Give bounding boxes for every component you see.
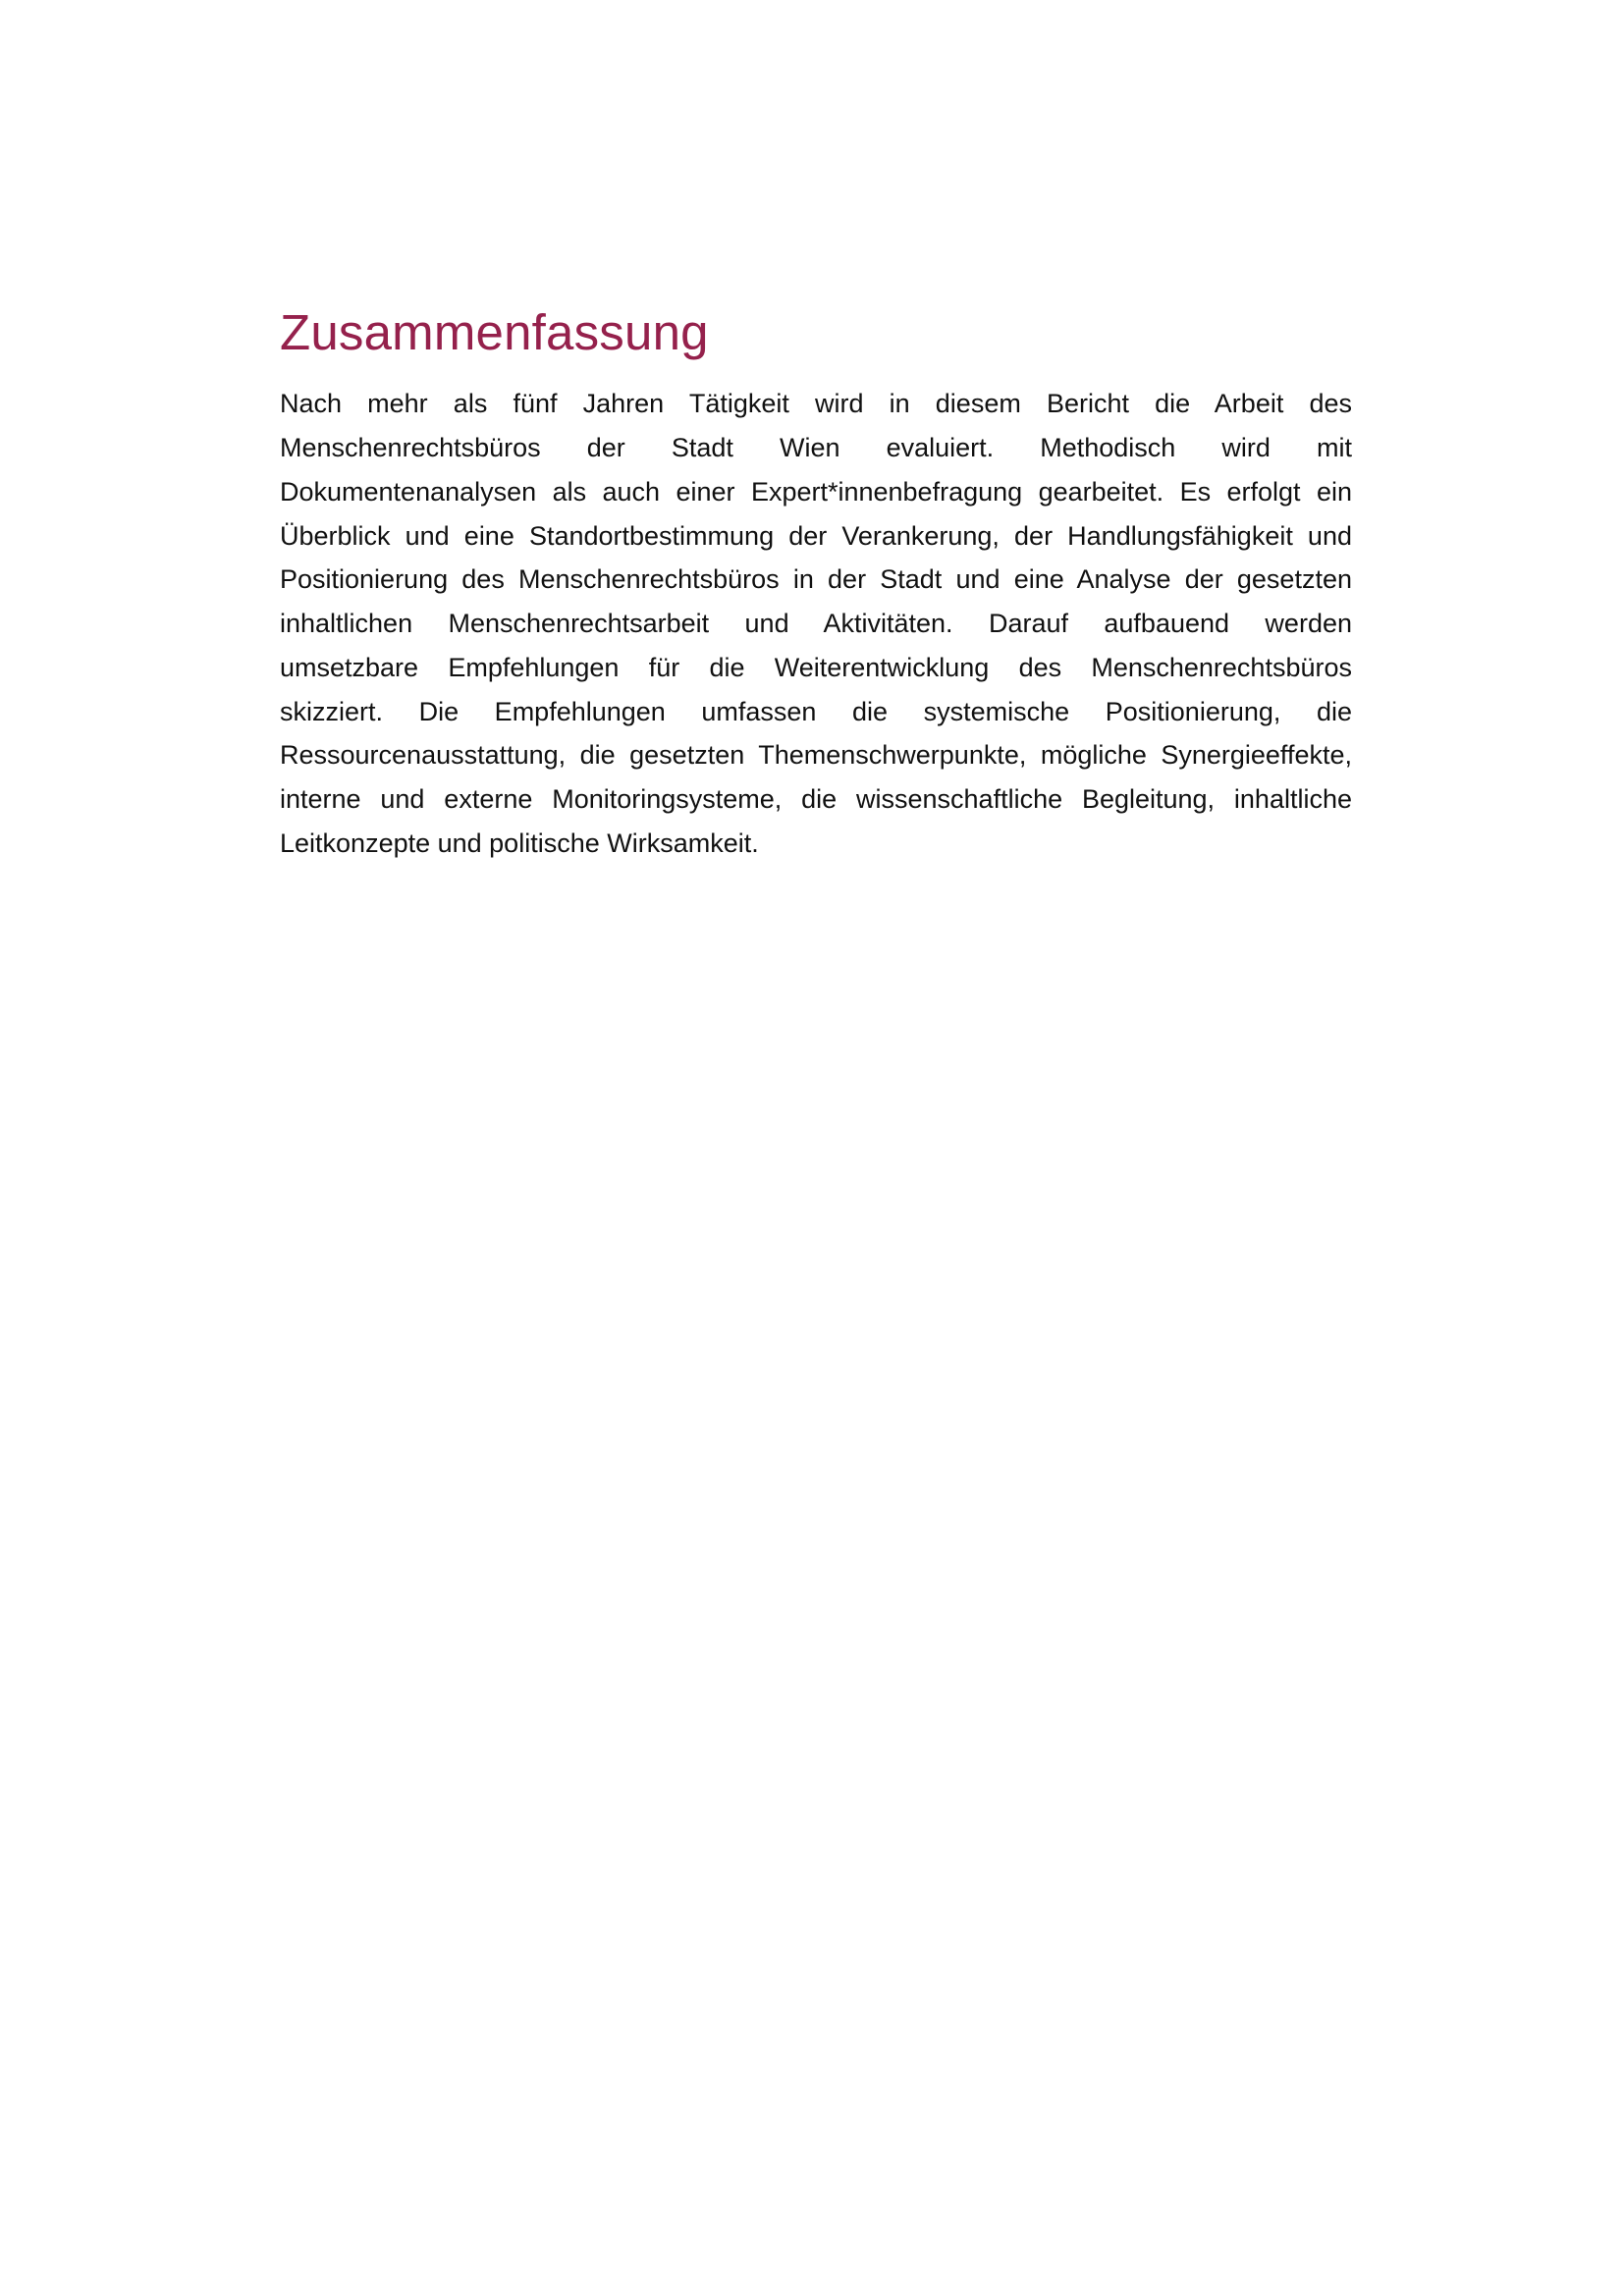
- summary-section: [280, 304, 1352, 866]
- summary-line: Nach mehr als fünf Jahren Tätigkeit wird in diesem Bericht die Arbeit des: [280, 389, 1352, 419]
- summary-line: interne und externe Monitoringsysteme, die wissenschaftliche Begleitung, inhaltliche: [280, 784, 1352, 815]
- summary-line: Positionierung des Menschenrechtsbüros in der Stadt und eine Analyse der gesetzten: [280, 564, 1352, 595]
- summary-line: Dokumentenanalysen als auch einer Expert*innenbefragung gearbeitet. Es erfolgt ein: [280, 476, 1352, 507]
- summary-line: skizziert. Die Empfehlungen umfassen die systemische Positionierung, die: [280, 696, 1352, 726]
- summary-line: Überblick und eine Standortbestimmung der Verankerung, der Handlungsfähigkeit und: [280, 520, 1352, 551]
- summary-line: Leitkonzepte und politische Wirksamkeit.: [280, 828, 759, 859]
- summary-line: inhaltlichen Menschenrechtsarbeit und Aktivitäten. Darauf aufbauend werden: [280, 609, 1352, 639]
- summary-paragraph: [280, 382, 1352, 866]
- summary-line: umsetzbare Empfehlungen für die Weiterentwicklung des Menschenrechtsbüros: [280, 652, 1352, 682]
- summary-line: Menschenrechtsbüros der Stadt Wien evaluiert. Methodisch wird mit: [280, 432, 1352, 462]
- section-heading: Zusammenfassung: [280, 304, 709, 360]
- summary-line: Ressourcenausstattung, die gesetzten Themenschwerpunkte, mögliche Synergieeffekte,: [280, 740, 1352, 771]
